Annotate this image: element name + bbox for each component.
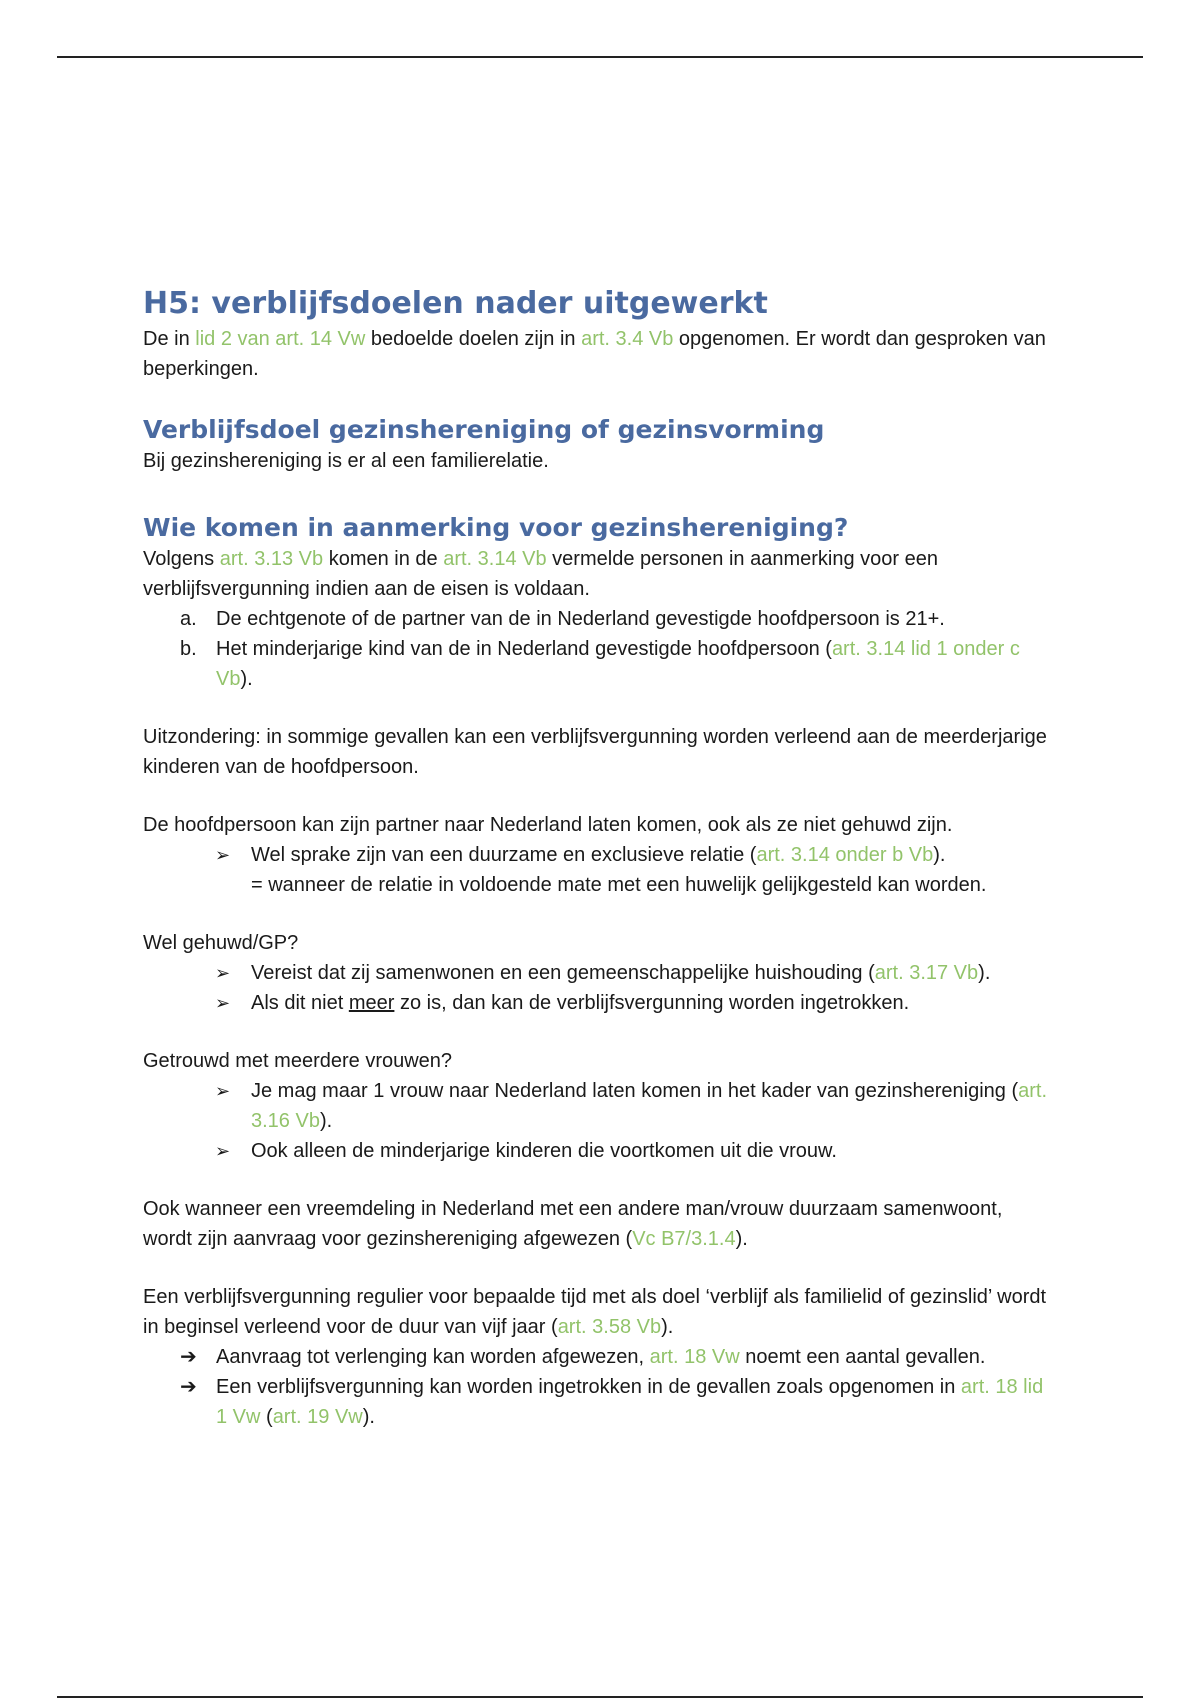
eligibility-list xyxy=(143,604,1048,694)
section-heading-gezinshereniging: Verblijfsdoel gezinshereniging of gezinsvorming xyxy=(143,415,825,444)
law-reference: art. 3.17 Vb xyxy=(874,962,979,984)
section-paragraph: Volgens art. 3.13 Vb komen in de art. 3.14 Vb vermelde personen in aanmerking voor een verblijfsvergunning indien aan de eisen is voldaan. xyxy=(143,548,938,600)
law-reference: art. 3.16 Vb xyxy=(251,1080,1048,1132)
arrowhead-bullet-icon: ➢ xyxy=(215,993,231,1013)
list-item: ➢ Vereist dat zij samenwonen en een gemeenschappelijke huishouding (art. 3.17 Vb). xyxy=(143,958,1048,988)
intro-paragraph: De in lid 2 van art. 14 Vw bedoelde doelen zijn in art. 3.4 Vb opgenomen. Er wordt dan gesproken van beperkingen. xyxy=(143,328,1046,380)
arrow-bullet-icon: ➔ xyxy=(180,1376,197,1398)
arrow-bullet-icon: ➔ xyxy=(180,1346,197,1368)
law-reference: art. 3.13 Vb xyxy=(219,548,324,570)
law-reference: art. 3.4 Vb xyxy=(581,328,674,350)
partner-paragraph: De hoofdpersoon kan zijn partner naar Nederland laten komen, ook als ze niet gehuwd zijn. xyxy=(143,814,953,836)
list-marker: a. xyxy=(180,608,197,630)
header-rule xyxy=(57,56,1143,58)
law-reference: art. 3.14 lid 1 onder c Vb xyxy=(216,638,1020,690)
law-reference: art. 18 Vw xyxy=(649,1346,740,1368)
law-reference: art. 3.14 onder b Vb xyxy=(756,844,934,866)
document-page xyxy=(143,284,1048,1432)
list-item: ➢ Als dit niet meer zo is, dan kan de verblijfsvergunning worden ingetrokken. xyxy=(143,988,1048,1018)
cohabit-paragraph: Ook wanneer een vreemdeling in Nederland met een andere man/vrouw duurzaam samenwoont, wordt zijn aanvraag voor gezinshereniging afgewezen (Vc B7/3.1.4). xyxy=(143,1198,1003,1250)
wives-paragraph: Getrouwd met meerdere vrouwen? xyxy=(143,1050,453,1072)
partner-bullets xyxy=(143,840,1048,900)
permit-paragraph: Een verblijfsvergunning regulier voor bepaalde tijd met als doel ‘verblijf als familielid of gezinslid’ wordt in beginsel verleend voor de duur van vijf jaar (art. 3.58 Vb). xyxy=(143,1286,1047,1338)
married-paragraph: Wel gehuwd/GP? xyxy=(143,932,299,954)
chapter-heading: H5: verblijfsdoelen nader uitgewerkt xyxy=(143,286,768,321)
married-bullets xyxy=(143,958,1048,1018)
list-item: ➔ Aanvraag tot verlenging kan worden afgewezen, art. 18 Vw noemt een aantal gevallen. xyxy=(143,1342,1048,1372)
list-item: ➢ Je mag maar 1 vrouw naar Nederland laten komen in het kader van gezinshereniging (art. 3.16 Vb). xyxy=(143,1076,1048,1136)
law-reference: art. 3.58 Vb xyxy=(557,1316,662,1338)
list-item: b. Het minderjarige kind van de in Nederland gevestigde hoofdpersoon (art. 3.14 lid 1 onder c Vb). xyxy=(143,634,1048,694)
footer-rule xyxy=(57,1696,1143,1698)
law-reference: art. 3.14 Vb xyxy=(443,548,547,570)
section-paragraph: Bij gezinshereniging is er al een familierelatie. xyxy=(143,450,549,472)
arrowhead-bullet-icon: ➢ xyxy=(215,845,231,865)
list-marker: b. xyxy=(180,638,197,660)
section-heading-wie-komen: Wie komen in aanmerking voor gezinshereniging? xyxy=(143,513,849,542)
list-item: ➢ Ook alleen de minderjarige kinderen die voortkomen uit die vrouw. xyxy=(143,1136,1048,1166)
underlined-word: meer xyxy=(348,992,395,1014)
list-item: ➢ Wel sprake zijn van een duurzame en exclusieve relatie (art. 3.14 onder b Vb). = wanneer de relatie in voldoende mate met een huwelijk gelijkgesteld kan worden. xyxy=(143,840,1048,900)
law-reference: lid 2 van art. 14 Vw xyxy=(195,328,366,350)
law-reference: Vc B7/3.1.4 xyxy=(632,1228,736,1250)
arrowhead-bullet-icon: ➢ xyxy=(215,1141,231,1161)
list-item: a. De echtgenote of de partner van de in Nederland gevestigde hoofdpersoon is 21+. xyxy=(143,604,1048,634)
law-reference: art. 18 lid 1 Vw xyxy=(216,1376,1044,1428)
permit-arrows xyxy=(143,1342,1048,1432)
exception-paragraph: Uitzondering: in sommige gevallen kan een verblijfsvergunning worden verleend aan de meerderjarige kinderen van de hoofdpersoon. xyxy=(143,726,1047,778)
arrowhead-bullet-icon: ➢ xyxy=(215,1081,231,1101)
wives-bullets xyxy=(143,1076,1048,1166)
arrowhead-bullet-icon: ➢ xyxy=(215,963,231,983)
list-item: ➔ Een verblijfsvergunning kan worden ingetrokken in de gevallen zoals opgenomen in art. 18 lid 1 Vw (art. 19 Vw). xyxy=(143,1372,1048,1432)
law-reference: art. 19 Vw xyxy=(272,1406,363,1428)
